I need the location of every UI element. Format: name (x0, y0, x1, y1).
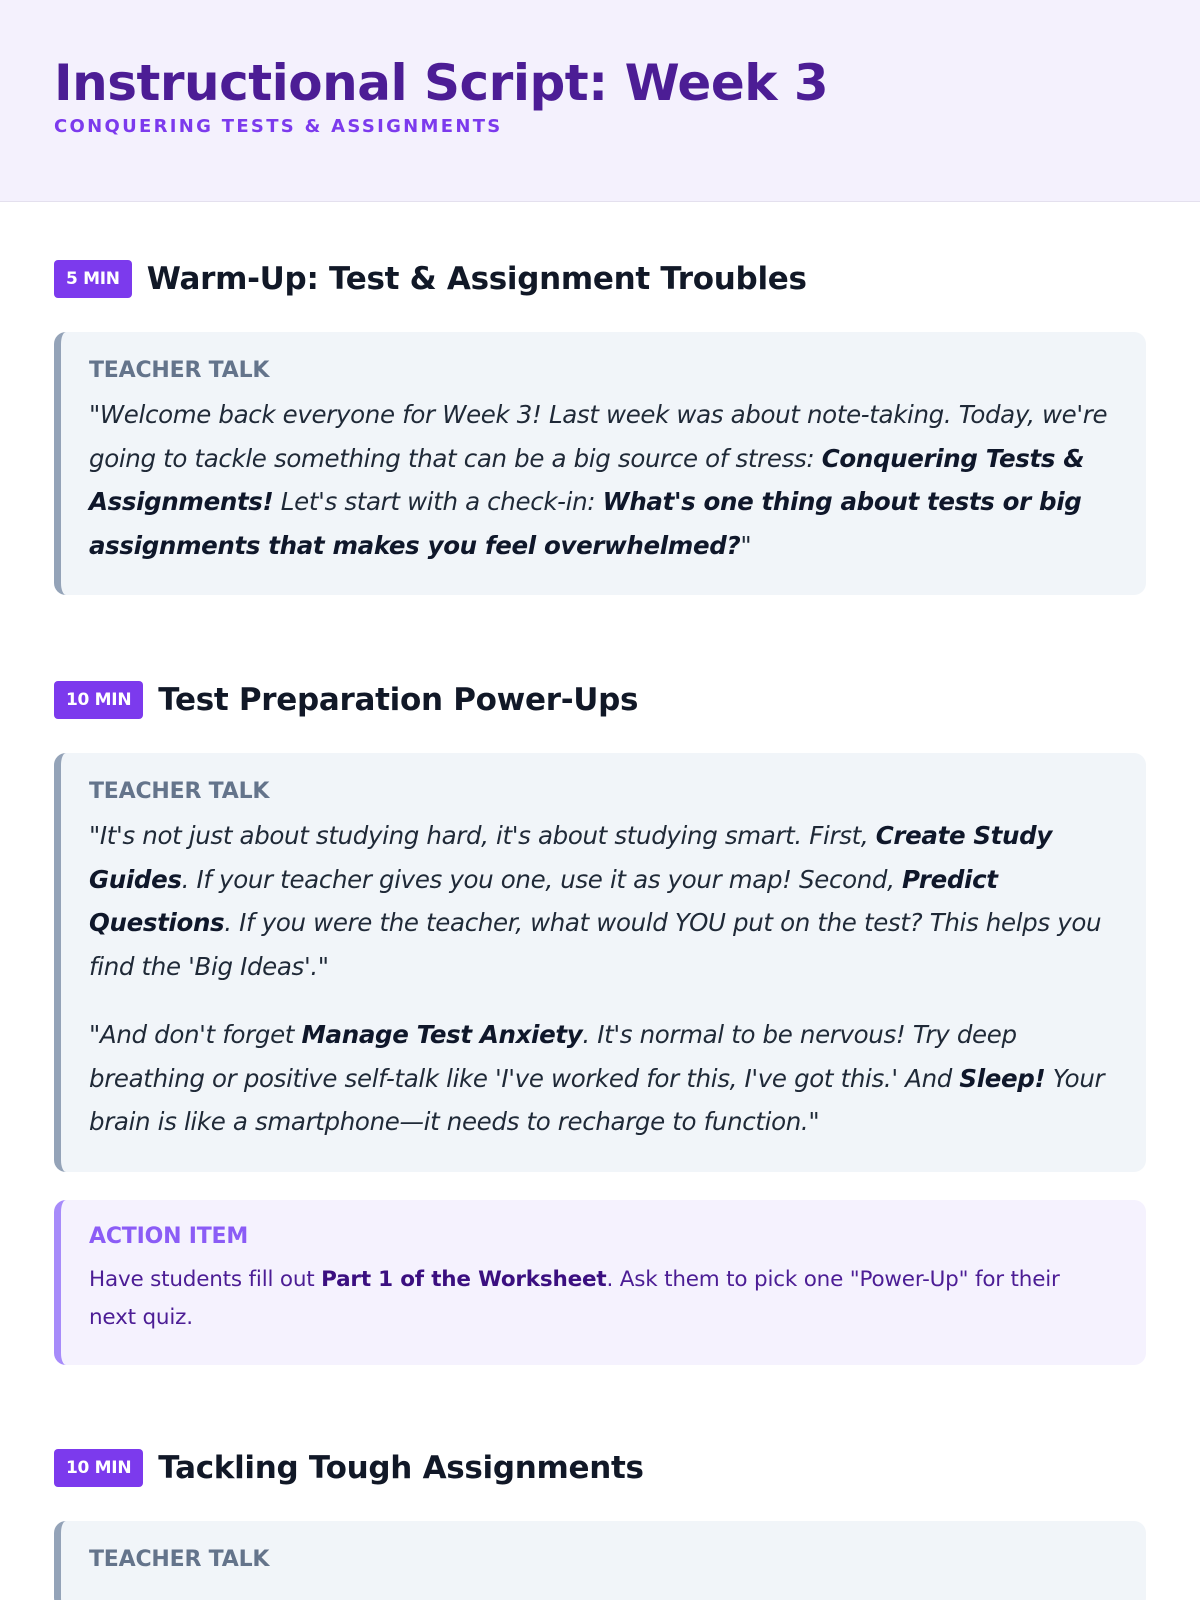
emphasis-text: Create Study Guides (89, 821, 1052, 894)
teacher-talk-box (54, 1521, 1146, 1600)
emphasis-text: Part 1 of the Worksheet (321, 1266, 607, 1292)
emphasis-text: Manage Test Anxiety (301, 1020, 583, 1049)
teacher-talk-label: TEACHER TALK (89, 779, 270, 804)
teacher-talk-paragraph (89, 393, 1112, 567)
section-warm-up (54, 256, 1146, 595)
section-tough-assignments (54, 1445, 1146, 1600)
text-run: Let's start with a check-in: (273, 487, 603, 516)
emphasis-text: Sleep! (959, 1063, 1046, 1093)
text-run: "It's not just about studying hard, it's about studying smart. First, (89, 821, 876, 850)
emphasis-text: Conquering Tests & Assignments! (89, 443, 1085, 516)
text-run: "And don't forget (89, 1020, 302, 1049)
text-run: . If you were the teacher, what would YOU put on the test? This helps you find the 'Big Ideas'." (89, 908, 1102, 981)
emphasis-text: Predict Questions (89, 864, 998, 937)
teacher-talk-box (54, 332, 1146, 595)
text-run: . If your teacher gives you one, use it as your map! Second, (181, 864, 902, 894)
script-content (0, 202, 1200, 1600)
action-item-label: ACTION ITEM (89, 1223, 249, 1249)
text-run: . Ask them to pick one "Power-Up" for their next quiz. (89, 1266, 1060, 1330)
emphasis-text: What's one thing about tests or big assignments that makes you feel overwhelmed? (89, 487, 1082, 560)
teacher-talk-paragraph (89, 1013, 1112, 1144)
action-item-box (54, 1200, 1146, 1365)
action-item-text (89, 1261, 1112, 1337)
page-subtitle: CONQUERING TESTS & ASSIGNMENTS (54, 116, 503, 137)
section-header (54, 677, 1146, 723)
text-run: . It's normal to be nervous! Try deep breathing or positive self-talk like 'I've worked for this, I've got this.' And (89, 1020, 1017, 1093)
section-title: Warm-Up: Test & Assignment Troubles (146, 261, 807, 297)
duration-badge: 5 MIN (54, 260, 132, 298)
section-test-prep (54, 677, 1146, 1365)
text-run: " (740, 530, 752, 560)
section-header (54, 256, 1146, 302)
duration-badge: 10 MIN (54, 1449, 143, 1487)
text-run: Have students fill out (89, 1266, 322, 1292)
text-run: Your brain is like a smartphone—it needs to recharge to function." (89, 1063, 1105, 1136)
teacher-talk-box (54, 753, 1146, 1172)
duration-badge: 10 MIN (54, 681, 143, 719)
section-title: Test Preparation Power-Ups (158, 682, 639, 718)
text-run: "Welcome back everyone for Week 3! Last week was about note-taking. Today, we're going to tackle something that can be a big source of stress: (89, 400, 1108, 473)
page-title: Instructional Script: Week 3 (54, 54, 829, 112)
section-header (54, 1445, 1146, 1491)
page-header (0, 0, 1200, 202)
teacher-talk-paragraph (89, 814, 1112, 988)
section-title: Tackling Tough Assignments (158, 1449, 644, 1486)
teacher-talk-label: TEACHER TALK (89, 1546, 270, 1572)
teacher-talk-label: TEACHER TALK (89, 358, 270, 383)
